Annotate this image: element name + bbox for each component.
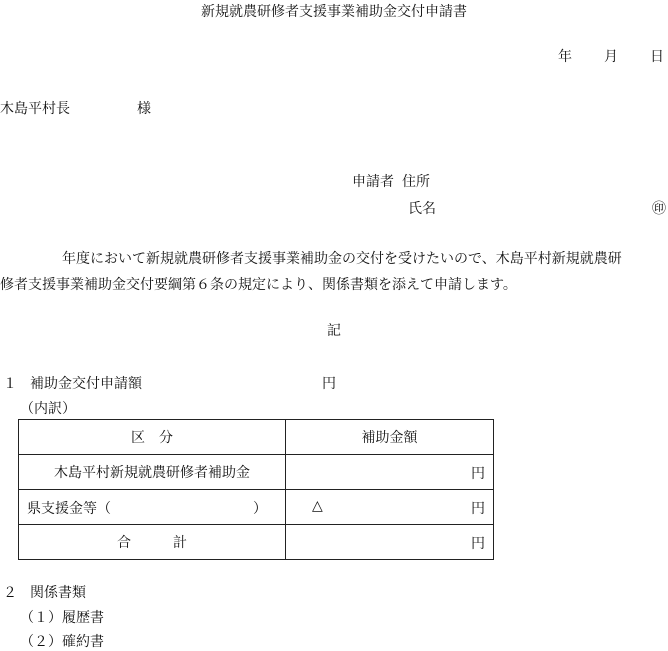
yen-unit: 円 xyxy=(471,466,485,482)
row-category-close: ） xyxy=(253,501,267,517)
body-line-2: 修者支援事業補助金交付要綱第６条の規定により、関係書類を添えて申請します。 xyxy=(0,277,517,293)
header-category: 区 分 xyxy=(19,420,286,455)
table-row xyxy=(19,490,494,525)
seal-mark: ㊞ xyxy=(652,201,666,217)
item1-yen: 円 xyxy=(322,376,336,392)
row-amount xyxy=(286,525,494,560)
row-category-text: 県支援金等（ xyxy=(27,501,111,517)
date-year: 年 xyxy=(558,49,572,65)
header-amount: 補助金額 xyxy=(286,420,494,455)
document-item: （１）履歴書 xyxy=(20,610,104,626)
item1-number: １ xyxy=(3,376,17,392)
date-line xyxy=(558,48,664,66)
ki-heading: 記 xyxy=(327,323,341,339)
document-item: （２）確約書 xyxy=(20,634,104,650)
row-category: 木島平村新規就農研修者補助金 xyxy=(19,455,286,490)
body-line-1: 年度において新規就農研修者支援事業補助金の交付を受けたいので、木島平村新規就農研 xyxy=(62,251,622,267)
document-title: 新規就農研修者支援事業補助金交付申請書 xyxy=(201,4,467,20)
item1-label: 補助金交付申請額 xyxy=(30,376,142,392)
date-month: 月 xyxy=(604,49,618,65)
date-day: 日 xyxy=(650,49,664,65)
triangle-icon: △ xyxy=(312,498,323,514)
row-amount xyxy=(286,490,494,525)
yen-unit: 円 xyxy=(471,501,485,517)
row-category xyxy=(19,490,286,525)
table-header-row xyxy=(19,420,494,455)
breakdown-label: （内訳） xyxy=(20,401,76,417)
yen-unit: 円 xyxy=(471,536,485,552)
applicant-label: 申請者 xyxy=(352,174,394,190)
item2-number: ２ xyxy=(3,585,17,601)
item2-label: 関係書類 xyxy=(30,585,86,601)
name-label: 氏名 xyxy=(408,201,436,217)
body-paragraph xyxy=(0,246,668,298)
breakdown-table xyxy=(18,419,494,560)
row-amount xyxy=(286,455,494,490)
addressee-name: 木島平村長 xyxy=(0,101,70,117)
address-label: 住所 xyxy=(402,174,430,190)
table-row xyxy=(19,525,494,560)
addressee-honorific: 様 xyxy=(137,101,151,117)
row-category: 合 計 xyxy=(19,525,286,560)
table-row xyxy=(19,455,494,490)
